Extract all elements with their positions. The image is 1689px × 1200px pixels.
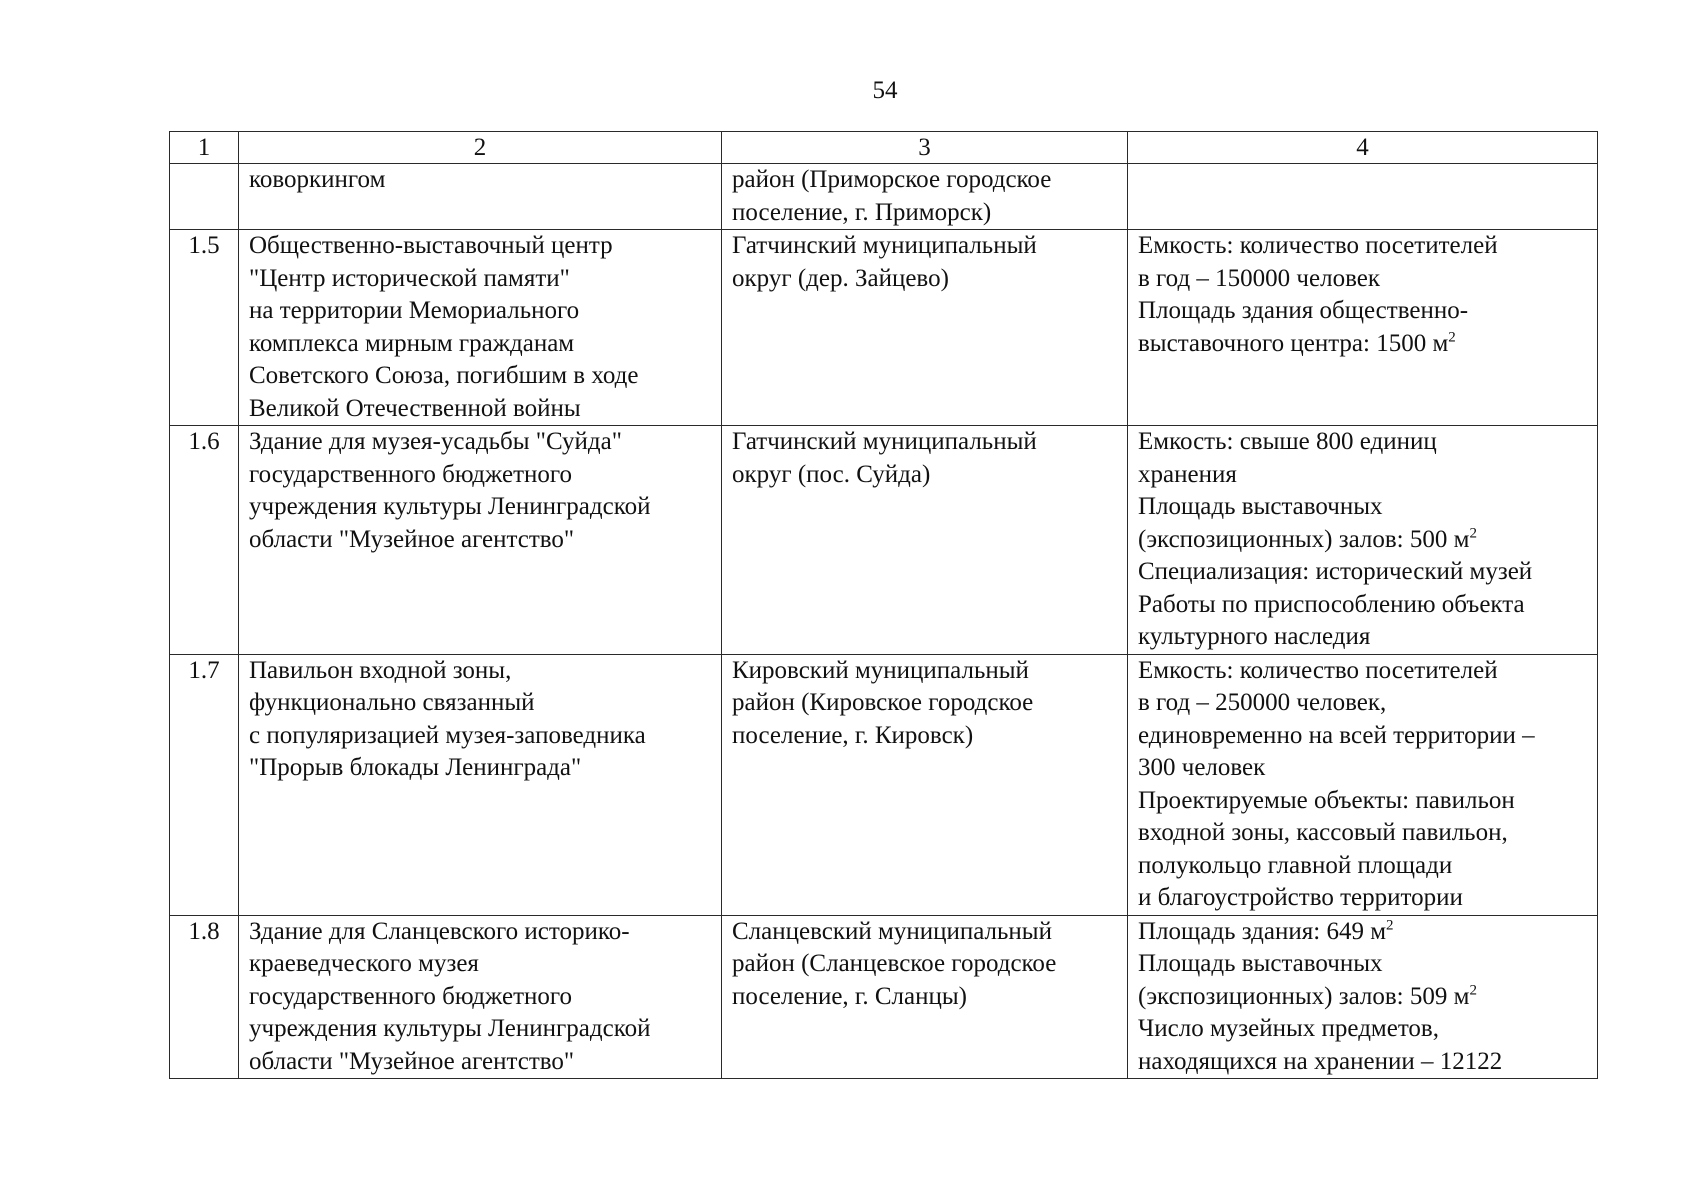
- text-line: Здание для музея-усадьбы "Суйда": [249, 428, 622, 455]
- column-header-location: 3: [722, 132, 1128, 164]
- text-line-content: Работы по приспособлению объекта: [1138, 590, 1525, 618]
- text-line-content: полукольцо главной площади: [1138, 851, 1453, 879]
- table-row: [170, 230, 1598, 426]
- text-line: учреждения культуры Ленинградской: [249, 493, 651, 520]
- row-number: 1.8: [170, 915, 239, 1079]
- text-line: [1138, 263, 1593, 296]
- parameters-cell: [1128, 654, 1598, 915]
- text-line-content: (экспозиционных) залов: 509 м: [1138, 982, 1470, 1010]
- text-line: [1138, 459, 1593, 492]
- text-line-content: Специализация: исторический музей: [1138, 558, 1533, 585]
- table-row: [170, 426, 1598, 655]
- text-line: поселение, г. Кировск): [732, 721, 974, 749]
- text-line: Гатчинский муниципальный: [732, 232, 1037, 259]
- text-line: Павильон входной зоны,: [249, 656, 512, 684]
- text-line: комплекса мирным гражданам: [249, 329, 575, 357]
- text-line: на территории Мемориального: [249, 297, 580, 324]
- text-line: район (Приморское городское: [732, 166, 1052, 193]
- text-line-content: Число музейных предметов,: [1138, 1015, 1439, 1042]
- text-line: функционально связанный: [249, 689, 535, 716]
- location-cell: [722, 164, 1128, 230]
- text-line: поселение, г. Сланцы): [732, 982, 967, 1010]
- column-header-parameters: 4: [1128, 132, 1598, 164]
- text-line: район (Кировское городское: [732, 689, 1034, 716]
- object-name-cell: [239, 654, 722, 915]
- page-number: 54: [872, 77, 898, 104]
- parameters-cell: [1128, 915, 1598, 1079]
- text-line: [1138, 720, 1593, 753]
- text-line: [1138, 1046, 1593, 1079]
- row-number: 1.6: [170, 426, 239, 655]
- text-line-content: в год – 250000 человек,: [1138, 689, 1387, 716]
- table-row: [170, 654, 1598, 915]
- text-line: [1138, 817, 1593, 850]
- parameters-cell: [1128, 230, 1598, 426]
- text-line: [1138, 556, 1593, 589]
- text-line: области "Музейное агентство": [249, 525, 575, 553]
- text-line: учреждения культуры Ленинградской: [249, 1015, 651, 1042]
- table-header-row: [170, 132, 1598, 164]
- superscript: 2: [1469, 982, 1477, 999]
- text-line-content: Емкость: количество посетителей: [1138, 232, 1498, 259]
- object-name-cell: [239, 230, 722, 426]
- text-line: [1138, 981, 1593, 1014]
- parameters-cell: [1128, 426, 1598, 655]
- text-line: [1138, 850, 1593, 883]
- table-row: [170, 915, 1598, 1079]
- text-line: "Прорыв блокады Ленинграда": [249, 754, 582, 781]
- text-line-content: (экспозиционных) залов: 500 м: [1138, 525, 1470, 553]
- text-line-content: в год – 150000 человек: [1138, 264, 1380, 292]
- text-line-content: выставочного центра: 1500 м: [1138, 329, 1449, 357]
- object-name-cell: [239, 915, 722, 1079]
- text-line: [1138, 295, 1593, 328]
- table-body: [170, 132, 1598, 1079]
- superscript: 2: [1386, 917, 1394, 934]
- text-line: с популяризацией музея-заповедника: [249, 721, 646, 749]
- text-line: [1138, 328, 1593, 361]
- text-line: [1138, 621, 1593, 654]
- text-line: [1138, 687, 1593, 720]
- text-line-content: 300 человек: [1138, 754, 1266, 781]
- object-name-cell: [239, 164, 722, 230]
- text-line-content: Емкость: свыше 800 единиц: [1138, 428, 1437, 455]
- text-line: коворкингом: [249, 166, 386, 193]
- text-line: Гатчинский муниципальный: [732, 428, 1037, 455]
- superscript: 2: [1469, 525, 1477, 542]
- text-line-content: единовременно на всей территории –: [1138, 721, 1535, 749]
- text-line: район (Сланцевское городское: [732, 950, 1057, 977]
- text-line-content: Площадь здания общественно-: [1138, 297, 1469, 324]
- text-line-content: Площадь выставочных: [1138, 950, 1383, 977]
- location-cell: [722, 426, 1128, 655]
- text-line: Общественно-выставочный центр: [249, 232, 613, 259]
- text-line: области "Музейное агентство": [249, 1047, 575, 1075]
- text-line: государственного бюджетного: [249, 982, 572, 1010]
- text-line-content: входной зоны, кассовый павильон,: [1138, 819, 1508, 846]
- text-line: [1138, 655, 1593, 688]
- parameters-cell: [1128, 164, 1598, 230]
- text-line-content: находящихся на хранении – 12122: [1138, 1047, 1503, 1075]
- text-line: [1138, 882, 1593, 915]
- text-line: [1138, 916, 1593, 949]
- superscript: 2: [1448, 329, 1456, 346]
- object-name-cell: [239, 426, 722, 655]
- text-line: Здание для Сланцевского историко-: [249, 917, 630, 945]
- text-line: [1138, 752, 1593, 785]
- text-line: краеведческого музея: [249, 950, 479, 977]
- text-line-content: культурного наследия: [1138, 623, 1371, 650]
- row-number: [170, 164, 239, 230]
- row-number: 1.5: [170, 230, 239, 426]
- location-cell: [722, 654, 1128, 915]
- text-line-content: Площадь здания: 649 м: [1138, 917, 1387, 945]
- text-line: государственного бюджетного: [249, 460, 572, 488]
- data-table: [169, 131, 1598, 1079]
- table-row: [170, 164, 1598, 230]
- text-line: [1138, 589, 1593, 622]
- row-number: 1.7: [170, 654, 239, 915]
- text-line-content: Емкость: количество посетителей: [1138, 656, 1498, 684]
- text-line: [1138, 1013, 1593, 1046]
- text-line-content: Площадь выставочных: [1138, 493, 1383, 520]
- text-line: [1138, 524, 1593, 557]
- text-line: [1138, 491, 1593, 524]
- text-line: [1138, 948, 1593, 981]
- text-line-content: и благоустройство территории: [1138, 884, 1463, 911]
- location-cell: [722, 915, 1128, 1079]
- text-line: [1138, 230, 1593, 263]
- text-line: поселение, г. Приморск): [732, 198, 992, 226]
- text-line: округ (пос. Суйда): [732, 460, 931, 488]
- text-line: "Центр исторической памяти": [249, 264, 570, 292]
- column-header-name: 2: [239, 132, 722, 164]
- text-line-content: хранения: [1138, 460, 1237, 488]
- text-line: Советского Союза, погибшим в ходе: [249, 362, 639, 389]
- text-line: Сланцевский муниципальный: [732, 917, 1052, 945]
- text-line: [1138, 426, 1593, 459]
- text-line: округ (дер. Зайцево): [732, 264, 949, 292]
- location-cell: [722, 230, 1128, 426]
- column-header-number: 1: [170, 132, 239, 164]
- text-line: Кировский муниципальный: [732, 656, 1029, 684]
- text-line: Великой Отечественной войны: [249, 394, 581, 422]
- text-line-content: Проектируемые объекты: павильон: [1138, 786, 1515, 814]
- text-line: [1138, 785, 1593, 818]
